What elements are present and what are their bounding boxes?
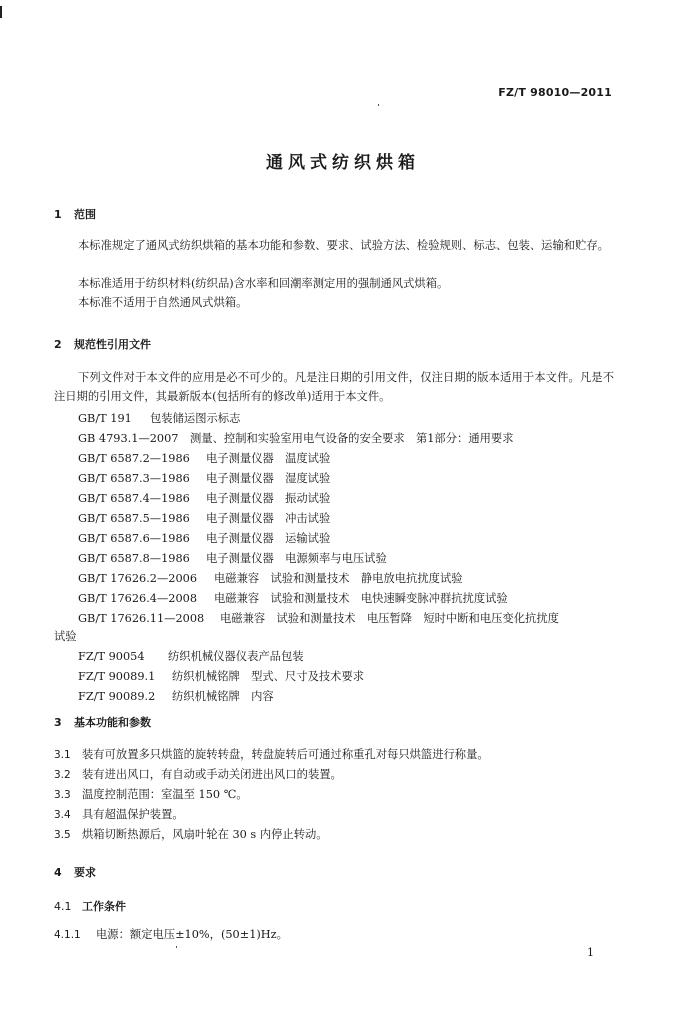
reference-code: FZ/T 90089.2	[78, 690, 156, 703]
clause-item	[54, 926, 288, 942]
section-4-heading	[54, 864, 96, 880]
reference-code: GB/T 6587.3—1986	[78, 472, 190, 485]
reference-item	[78, 648, 304, 664]
section-number: 4	[54, 866, 62, 879]
clause-item	[54, 786, 248, 802]
clause-item	[54, 826, 328, 842]
clause-number: 3.3	[54, 789, 71, 801]
section-number: 3	[54, 716, 62, 729]
subsection-title: 工作条件	[82, 900, 126, 913]
reference-code: GB/T 17626.11—2008	[78, 612, 205, 625]
section-number: 2	[54, 338, 62, 351]
reference-title: 电子测量仪器 电源频率与电压试验	[206, 552, 387, 565]
section-title: 规范性引用文件	[74, 338, 151, 351]
section-title: 范围	[74, 208, 96, 221]
reference-code: GB/T 17626.4—2008	[78, 592, 198, 605]
section-title: 基本功能和参数	[74, 716, 151, 729]
reference-item	[78, 430, 514, 446]
reference-title: 电子测量仪器 湿度试验	[206, 472, 331, 485]
reference-title: 纺织机械铭牌 型式、尺寸及技术要求	[172, 670, 365, 683]
clause-number: 3.1	[54, 749, 71, 761]
reference-item	[78, 510, 330, 526]
section-2-heading	[54, 336, 151, 352]
clause-number: 3.5	[54, 829, 71, 841]
scan-speck	[378, 104, 379, 106]
reference-title: 电子测量仪器 冲击试验	[206, 512, 331, 525]
clause-number: 4.1.1	[54, 929, 81, 941]
reference-item	[78, 570, 463, 586]
reference-title: 纺织机械仪器仪表产品包装	[168, 650, 304, 663]
reference-item	[78, 490, 330, 506]
document-code: FZ/T 98010—2011	[498, 86, 612, 99]
reference-title: 电子测量仪器 振动试验	[206, 492, 331, 505]
section-number: 1	[54, 208, 62, 221]
reference-item	[78, 450, 330, 466]
reference-title: 包装储运图示标志	[150, 412, 241, 425]
reference-item	[78, 550, 387, 566]
reference-wrap-tail: 试验	[54, 630, 77, 643]
reference-title: 电子测量仪器 温度试验	[206, 452, 331, 465]
subsection-number: 4.1	[54, 900, 72, 913]
reference-code: GB 4793.1—2007	[78, 432, 179, 445]
reference-code: GB/T 6587.8—1986	[78, 552, 190, 565]
section-3-heading	[54, 714, 151, 730]
scan-speck	[176, 946, 177, 948]
reference-code: GB/T 6587.5—1986	[78, 512, 190, 525]
reference-code: GB/T 191	[78, 412, 132, 425]
clause-text: 烘箱切断热源后，风扇叶轮在 30 s 内停止转动。	[82, 828, 328, 841]
reference-item	[78, 590, 508, 606]
reference-item	[78, 688, 274, 704]
reference-code: GB/T 17626.2—2006	[78, 572, 198, 585]
scope-paragraph-2: 本标准适用于纺织材料(纺织品)含水率和回潮率测定用的强制通风式烘箱。	[78, 277, 449, 290]
clause-text: 具有超温保护装置。	[82, 808, 184, 821]
scan-mark	[0, 6, 2, 18]
clause-text: 装有进出风口，有自动或手动关闭进出风口的装置。	[82, 768, 342, 781]
clause-number: 3.4	[54, 809, 71, 821]
reference-item	[78, 470, 330, 486]
document-title: 通风式纺织烘箱	[266, 153, 420, 173]
scope-paragraph-1: 本标准规定了通风式纺织烘箱的基本功能和参数、要求、试验方法、检验规则、标志、包装、运输和贮存。	[78, 239, 609, 252]
section-1-heading	[54, 206, 96, 222]
reference-item	[78, 668, 364, 684]
scope-paragraph-3: 本标准不适用于自然通风式烘箱。	[78, 296, 248, 309]
subsection-4-1-heading	[54, 898, 126, 914]
reference-item	[78, 530, 330, 546]
reference-title: 电子测量仪器 运输试验	[206, 532, 331, 545]
clause-text: 电源：额定电压±10%，(50±1)Hz。	[96, 928, 288, 941]
reference-code: GB/T 6587.4—1986	[78, 492, 190, 505]
reference-item	[78, 610, 559, 626]
page-number: 1	[587, 946, 594, 959]
reference-title: 纺织机械铭牌 内容	[172, 690, 274, 703]
clause-number: 3.2	[54, 769, 71, 781]
reference-code: FZ/T 90054	[78, 650, 145, 663]
clause-item	[54, 766, 342, 782]
references-intro: 下列文件对于本文件的应用是必不可少的。凡是注日期的引用文件，仅注日期的版本适用于本文件。凡是不注日期的引用文件，其最新版本(包括所有的修改单)适用于本文件。	[54, 371, 614, 403]
section-title: 要求	[74, 866, 96, 879]
clause-text: 装有可放置多只烘篮的旋转转盘，转盘旋转后可通过称重孔对每只烘篮进行称量。	[82, 748, 489, 761]
reference-code: FZ/T 90089.1	[78, 670, 156, 683]
reference-code: GB/T 6587.2—1986	[78, 452, 190, 465]
reference-code: GB/T 6587.6—1986	[78, 532, 190, 545]
reference-title: 电磁兼容 试验和测量技术 电压暂降 短时中断和电压变化抗扰度	[220, 612, 559, 625]
reference-title: 电磁兼容 试验和测量技术 电快速瞬变脉冲群抗扰度试验	[214, 592, 508, 605]
reference-item	[78, 410, 240, 426]
clause-item	[54, 806, 184, 822]
clause-text: 温度控制范围：室温至 150 ℃。	[82, 788, 248, 801]
clause-item	[54, 746, 489, 762]
reference-title: 电磁兼容 试验和测量技术 静电放电抗扰度试验	[214, 572, 463, 585]
reference-title: 测量、控制和实验室用电气设备的安全要求 第1部分：通用要求	[190, 432, 514, 445]
